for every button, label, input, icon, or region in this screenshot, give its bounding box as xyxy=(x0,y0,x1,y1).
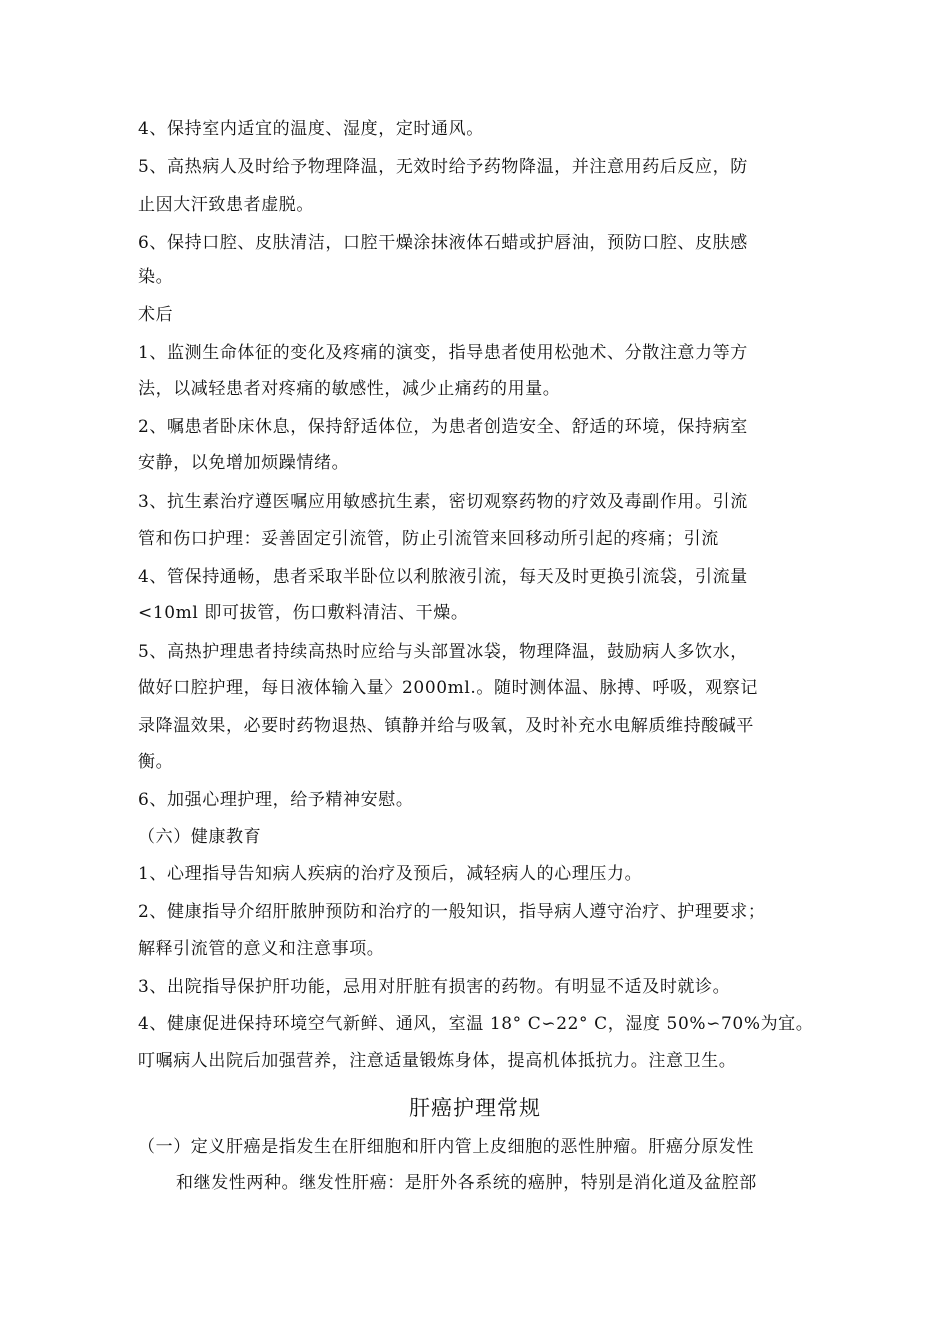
paragraph-line: 6、加强心理护理，给予精神安慰。 xyxy=(138,790,414,810)
paragraph-line: 2、嘱患者卧床休息，保持舒适体位，为患者创造安全、舒适的环境，保持病室 xyxy=(138,417,748,437)
paragraph-line: 叮嘱病人出院后加强营养，注意适量锻炼身体，提高机体抵抗力。注意卫生。 xyxy=(138,1051,737,1071)
paragraph-line: 和继发性两种。继发性肝癌：是肝外各系统的癌肿，特别是消化道及盆腔部 xyxy=(176,1173,757,1193)
paragraph-line: 做好口腔护理，每日液体输入量〉2000ml.。随时测体温、脉搏、呼吸，观察记 xyxy=(138,678,759,698)
subheading: 术后 xyxy=(138,305,174,325)
paragraph-line: 解释引流管的意义和注意事项。 xyxy=(138,939,385,959)
paragraph-line: 染。 xyxy=(138,267,174,287)
paragraph-line: （一）定义肝癌是指发生在肝细胞和肝内管上皮细胞的恶性肿瘤。肝癌分原发性 xyxy=(138,1137,754,1157)
paragraph-line: 5、高热护理患者持续高热时应给与头部置冰袋，物理降温，鼓励病人多饮水， xyxy=(138,642,748,662)
paragraph-line: 5、高热病人及时给予物理降温，无效时给予药物降温，并注意用药后反应，防 xyxy=(138,157,748,177)
section-title: 肝癌护理常规 xyxy=(409,1096,541,1120)
paragraph-line: <10ml 即可拔管，伤口敷料清洁、干燥。 xyxy=(138,603,469,623)
paragraph-line: 1、监测生命体征的变化及疼痛的演变，指导患者使用松弛术、分散注意力等方 xyxy=(138,343,748,363)
subheading: （六）健康教育 xyxy=(138,827,262,847)
paragraph-line: 衡。 xyxy=(138,752,174,772)
paragraph-line: 3、抗生素治疗遵医嘱应用敏感抗生素，密切观察药物的疗效及毒副作用。引流 xyxy=(138,492,748,512)
paragraph-line: 4、健康促进保持环境空气新鲜、通风，室温 18° C∽22° C，湿度 50%∽70%为宜。 xyxy=(138,1014,814,1034)
paragraph-line: 录降温效果，必要时药物退热、镇静并给与吸氧，及时补充水电解质维持酸碱平 xyxy=(138,716,754,736)
paragraph-line: 3、出院指导保护肝功能，忌用对肝脏有损害的药物。有明显不适及时就诊。 xyxy=(138,977,731,997)
paragraph-line: 2、健康指导介绍肝脓肿预防和治疗的一般知识，指导病人遵守治疗、护理要求； xyxy=(138,902,766,922)
paragraph-line: 法，以减轻患者对疼痛的敏感性，减少止痛药的用量。 xyxy=(138,379,561,399)
paragraph-line: 1、心理指导告知病人疾病的治疗及预后，减轻病人的心理压力。 xyxy=(138,864,643,884)
paragraph-line: 4、保持室内适宜的温度、湿度，定时通风。 xyxy=(138,119,484,139)
paragraph-line: 4、管保持通畅，患者采取半卧位以利脓液引流，每天及时更换引流袋，引流量 xyxy=(138,567,748,587)
paragraph-line: 管和伤口护理：妥善固定引流管，防止引流管来回移动所引起的疼痛；引流 xyxy=(138,529,719,549)
paragraph-line: 止因大汗致患者虚脱。 xyxy=(138,195,314,215)
paragraph-line: 6、保持口腔、皮肤清洁，口腔干燥涂抹液体石蜡或护唇油，预防口腔、皮肤感 xyxy=(138,233,748,253)
paragraph-line: 安静，以免增加烦躁情绪。 xyxy=(138,453,350,473)
